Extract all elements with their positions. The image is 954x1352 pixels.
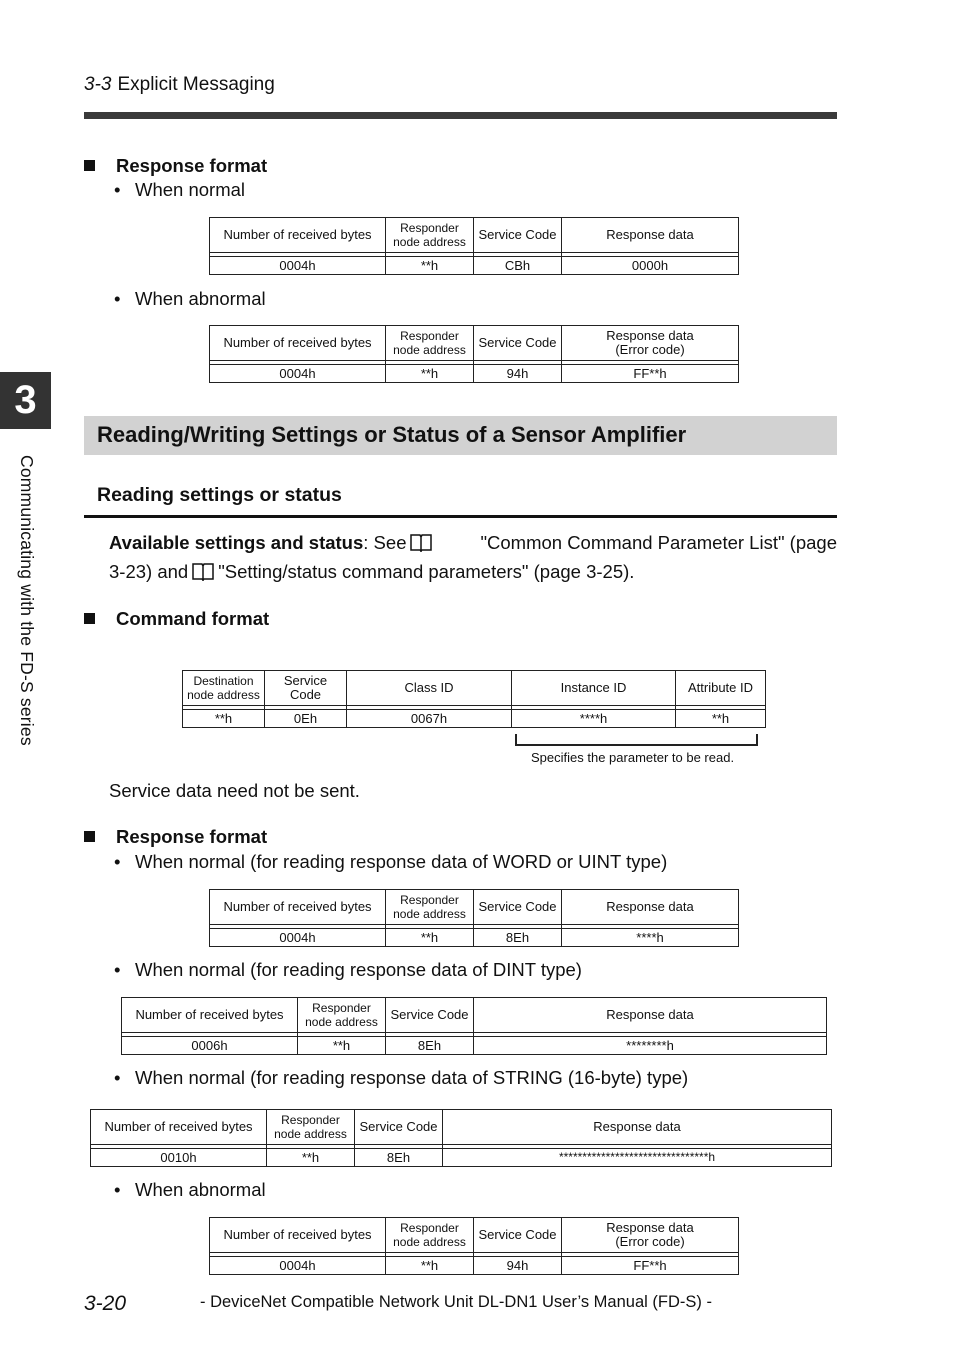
col-responder-address: Responder node address xyxy=(386,890,474,925)
when-abnormal-label-2: • When abnormal xyxy=(114,1179,266,1200)
available-label: Available settings and status xyxy=(109,532,364,553)
value-cell: 94h xyxy=(474,365,562,383)
response-abnormal-table xyxy=(209,325,739,383)
value-cell: 8Eh xyxy=(355,1149,443,1167)
square-bullet-icon xyxy=(84,831,95,842)
subsection-title: Reading settings or status xyxy=(97,484,342,506)
col-received-bytes: Number of received bytes xyxy=(210,218,386,253)
col-responder-address: Responder node address xyxy=(267,1110,355,1145)
subsection-rule xyxy=(84,515,837,518)
when-abnormal-label: • When abnormal xyxy=(114,288,266,309)
col-service-code: Service Code xyxy=(265,671,347,706)
response-string-table xyxy=(90,1109,832,1167)
chapter-side-label: Communicating with the FD-S series xyxy=(17,455,37,746)
value-cell: **h xyxy=(267,1149,355,1167)
value-cell: **h xyxy=(386,1257,474,1275)
when-normal-string-label: • When normal (for reading response data of STRING (16-byte) type) xyxy=(114,1067,689,1088)
col-received-bytes: Number of received bytes xyxy=(91,1110,267,1145)
col-responder-address: Responder node address xyxy=(386,1218,474,1253)
value-cell: ****h xyxy=(562,929,739,947)
value-cell: CBh xyxy=(474,257,562,275)
value-cell: 0000h xyxy=(562,257,739,275)
col-service-code: Service Code xyxy=(474,218,562,253)
parameter-bracket xyxy=(515,734,758,746)
book-reference-icon xyxy=(191,561,215,581)
col-received-bytes: Number of received bytes xyxy=(210,890,386,925)
parameter-note: Specifies the parameter to be read. xyxy=(531,750,735,765)
section-title: Reading/Writing Settings or Status of a Sensor Amplifier xyxy=(97,422,687,447)
page-header xyxy=(84,74,275,96)
col-responder-address: Responder node address xyxy=(386,218,474,253)
value-cell: 0010h xyxy=(91,1149,267,1167)
col-class-id: Class ID xyxy=(347,671,512,706)
value-cell: **h xyxy=(183,710,265,728)
value-cell: FF**h xyxy=(562,1257,739,1275)
value-cell: **h xyxy=(676,710,766,728)
command-format-heading: Command format xyxy=(84,608,269,630)
col-responder-address: Responder node address xyxy=(298,998,386,1033)
col-attribute-id: Attribute ID xyxy=(676,671,766,706)
value-cell: FF**h xyxy=(562,365,739,383)
col-response-data: Response data xyxy=(443,1110,832,1145)
col-instance-id: Instance ID xyxy=(512,671,676,706)
value-cell: ****h xyxy=(512,710,676,728)
col-received-bytes: Number of received bytes xyxy=(122,998,298,1033)
value-cell: 0004h xyxy=(210,257,386,275)
col-destination-address: Destination node address xyxy=(183,671,265,706)
value-cell: **h xyxy=(386,929,474,947)
response-word-table xyxy=(209,889,739,947)
header-rule xyxy=(84,112,837,119)
value-cell: 8Eh xyxy=(474,929,562,947)
col-responder-address: Responder node address xyxy=(386,326,474,361)
col-response-data: Response data xyxy=(562,890,739,925)
available-settings-paragraph: Available settings and status: See "Common Command Parameter List" (page 3-23) and "Setting/status command parameters" (page 3-25). xyxy=(109,532,837,582)
square-bullet-icon xyxy=(84,160,95,171)
value-cell: **h xyxy=(386,257,474,275)
col-service-code: Service Code xyxy=(386,998,474,1033)
value-cell: 0Eh xyxy=(265,710,347,728)
col-received-bytes: Number of received bytes xyxy=(210,326,386,361)
col-response-data: Response data xyxy=(562,218,739,253)
col-service-code: Service Code xyxy=(474,1218,562,1253)
value-cell: **h xyxy=(386,365,474,383)
value-cell: 94h xyxy=(474,1257,562,1275)
value-cell: 8Eh xyxy=(386,1037,474,1055)
value-cell: 0067h xyxy=(347,710,512,728)
when-normal-label: • When normal xyxy=(114,179,246,200)
value-cell: ********************************h xyxy=(443,1149,832,1167)
value-cell: 0004h xyxy=(210,365,386,383)
page-number: 3-20 xyxy=(84,1292,127,1315)
book-reference-icon xyxy=(409,532,433,552)
header-title: Explicit Messaging xyxy=(117,74,275,95)
value-cell: ********h xyxy=(474,1037,827,1055)
header-section-number: 3-3 xyxy=(84,74,112,95)
response-normal-table xyxy=(209,217,739,275)
col-received-bytes: Number of received bytes xyxy=(210,1218,386,1253)
chapter-tab: 3 xyxy=(0,372,51,429)
value-cell: 0006h xyxy=(122,1037,298,1055)
col-response-data: Response data xyxy=(474,998,827,1033)
when-normal-dint-label: • When normal (for reading response data of DINT type) xyxy=(114,959,582,980)
value-cell: **h xyxy=(298,1037,386,1055)
response-dint-table xyxy=(121,997,827,1055)
value-cell: 0004h xyxy=(210,929,386,947)
response-format-heading: Response format xyxy=(84,155,267,177)
response-format-heading-2: Response format xyxy=(84,826,267,848)
col-response-error: Response data (Error code) xyxy=(562,1218,739,1253)
square-bullet-icon xyxy=(84,613,95,624)
footer-text: - DeviceNet Compatible Network Unit DL-DN1 User’s Manual (FD-S) - xyxy=(200,1293,712,1311)
col-service-code: Service Code xyxy=(355,1110,443,1145)
col-service-code: Service Code xyxy=(474,326,562,361)
service-data-note: Service data need not be sent. xyxy=(109,780,360,801)
value-cell: 0004h xyxy=(210,1257,386,1275)
response-abnormal-table-2 xyxy=(209,1217,739,1275)
command-format-table xyxy=(182,670,766,728)
col-service-code: Service Code xyxy=(474,890,562,925)
when-normal-word-label: • When normal (for reading response data of WORD or UINT type) xyxy=(114,851,668,872)
col-response-error: Response data (Error code) xyxy=(562,326,739,361)
